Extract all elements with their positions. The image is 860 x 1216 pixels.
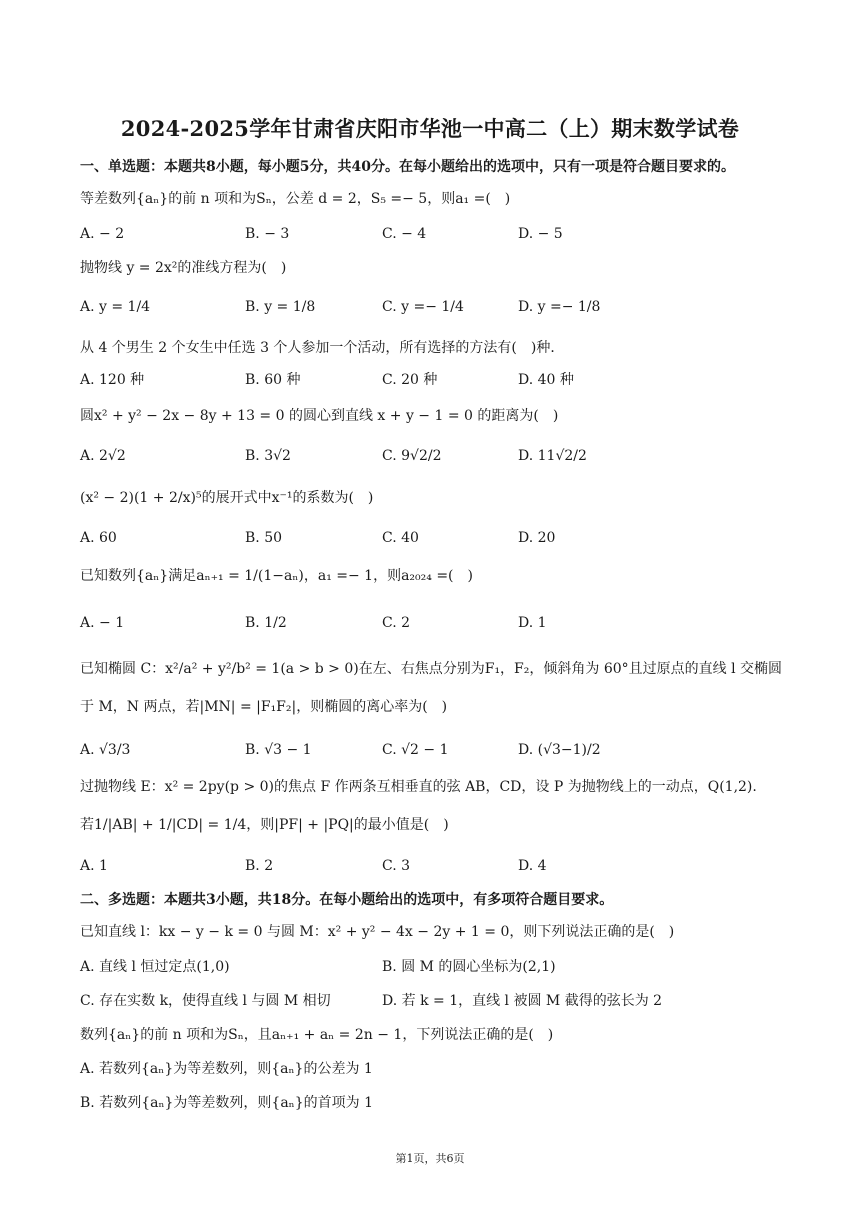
q4-option-b: B. 3√2 [245, 448, 291, 464]
q9-option-c: C. 存在实数 k，使得直线 l 与圆 M 相切 [80, 993, 331, 1009]
q6-option-d: D. 1 [518, 615, 547, 631]
q5-option-c: C. 40 [382, 530, 419, 546]
section-single-choice-heading: 一、单选题：本题共8小题，每小题5分，共40分。在每小题给出的选项中，只有一项是符合题目要求的。 [80, 159, 735, 175]
q3-option-a: A. 120 种 [80, 372, 145, 388]
q8-option-d: D. 4 [518, 858, 547, 874]
question-7: 已知椭圆 C：x²/a² + y²/b² = 1(a > b > 0)在左、右焦点分别为F₁，F₂，倾斜角为 60°且过原点的直线 l 交椭圆 [80, 661, 783, 677]
q6-option-a: A. − 1 [80, 615, 125, 631]
q8-option-c: C. 3 [382, 858, 411, 874]
q9-option-d: D. 若 k = 1，直线 l 被圆 M 截得的弦长为 2 [382, 993, 663, 1009]
question-7-continued: 于 M，N 两点，若|MN| = |F₁F₂|，则椭圆的离心率为( ) [80, 699, 448, 715]
q1-option-d: D. − 5 [518, 226, 563, 242]
q3-option-d: D. 40 种 [518, 372, 574, 388]
q10-option-a: A. 若数列{aₙ}为等差数列，则{aₙ}的公差为 1 [80, 1061, 373, 1077]
q10-option-b: B. 若数列{aₙ}为等差数列，则{aₙ}的首项为 1 [80, 1095, 373, 1111]
page-footer: 第1页，共6页 [395, 1152, 465, 1165]
q4-option-a: A. 2√2 [80, 448, 126, 464]
question-8-continued: 若1/|AB| + 1/|CD| = 1/4，则|PF| + |PQ|的最小值是( ) [80, 817, 449, 833]
q2-option-c: C. y =− 1/4 [382, 299, 464, 315]
section-multiple-choice-heading: 二、多选题：本题共3小题，共18分。在每小题给出的选项中，有多项符合题目要求。 [80, 892, 614, 908]
q4-option-d: D. 11√2/2 [518, 448, 587, 464]
question-10: 数列{aₙ}的前 n 项和为Sₙ，且aₙ₊₁ + aₙ = 2n − 1，下列说法正确的是( ) [80, 1027, 554, 1043]
q6-option-c: C. 2 [382, 615, 411, 631]
q7-option-c: C. √2 − 1 [382, 742, 449, 758]
question-8: 过抛物线 E：x² = 2py(p > 0)的焦点 F 作两条互相垂直的弦 AB，CD，设 P 为抛物线上的一动点，Q(1,2). [80, 779, 757, 795]
q9-option-b: B. 圆 M 的圆心坐标为(2,1) [382, 959, 556, 975]
q4-option-c: C. 9√2/2 [382, 448, 442, 464]
question-3: 从 4 个男生 2 个女生中任选 3 个人参加一个活动，所有选择的方法有( )种． [80, 340, 565, 356]
q7-option-a: A. √3/3 [80, 742, 131, 758]
question-4: 圆x² + y² − 2x − 8y + 13 = 0 的圆心到直线 x + y − 1 = 0 的距离为( ) [80, 408, 559, 424]
q3-option-b: B. 60 种 [245, 372, 301, 388]
q5-option-b: B. 50 [245, 530, 283, 546]
question-2: 抛物线 y = 2x²的准线方程为( ) [80, 260, 287, 276]
q5-option-a: A. 60 [80, 530, 117, 546]
q8-option-b: B. 2 [245, 858, 274, 874]
q7-option-d: D. (√3−1)/2 [518, 742, 601, 758]
question-9: 已知直线 l：kx − y − k = 0 与圆 M：x² + y² − 4x − 2y + 1 = 0，则下列说法正确的是( ) [80, 924, 675, 940]
q2-option-a: A. y = 1/4 [80, 299, 151, 315]
q1-option-c: C. − 4 [382, 226, 427, 242]
question-1: 等差数列{aₙ}的前 n 项和为Sₙ，公差 d = 2，S₅ =− 5，则a₁ =( ) [80, 191, 511, 207]
q2-option-d: D. y =− 1/8 [518, 299, 601, 315]
exam-title: 2024-2025学年甘肃省庆阳市华池一中高二（上）期末数学试卷 [120, 116, 740, 141]
question-5: (x² − 2)(1 + 2/x)⁵的展开式中x⁻¹的系数为( ) [80, 490, 374, 506]
q7-option-b: B. √3 − 1 [245, 742, 312, 758]
q8-option-a: A. 1 [80, 858, 108, 874]
q5-option-d: D. 20 [518, 530, 556, 546]
q3-option-c: C. 20 种 [382, 372, 438, 388]
q1-option-a: A. − 2 [80, 226, 125, 242]
q2-option-b: B. y = 1/8 [245, 299, 316, 315]
q1-option-b: B. − 3 [245, 226, 290, 242]
q6-option-b: B. 1/2 [245, 615, 287, 631]
q9-option-a: A. 直线 l 恒过定点(1,0) [80, 959, 230, 975]
question-6: 已知数列{aₙ}满足aₙ₊₁ = 1/(1−aₙ)，a₁ =− 1，则a₂₀₂₄ =( ) [80, 568, 473, 584]
